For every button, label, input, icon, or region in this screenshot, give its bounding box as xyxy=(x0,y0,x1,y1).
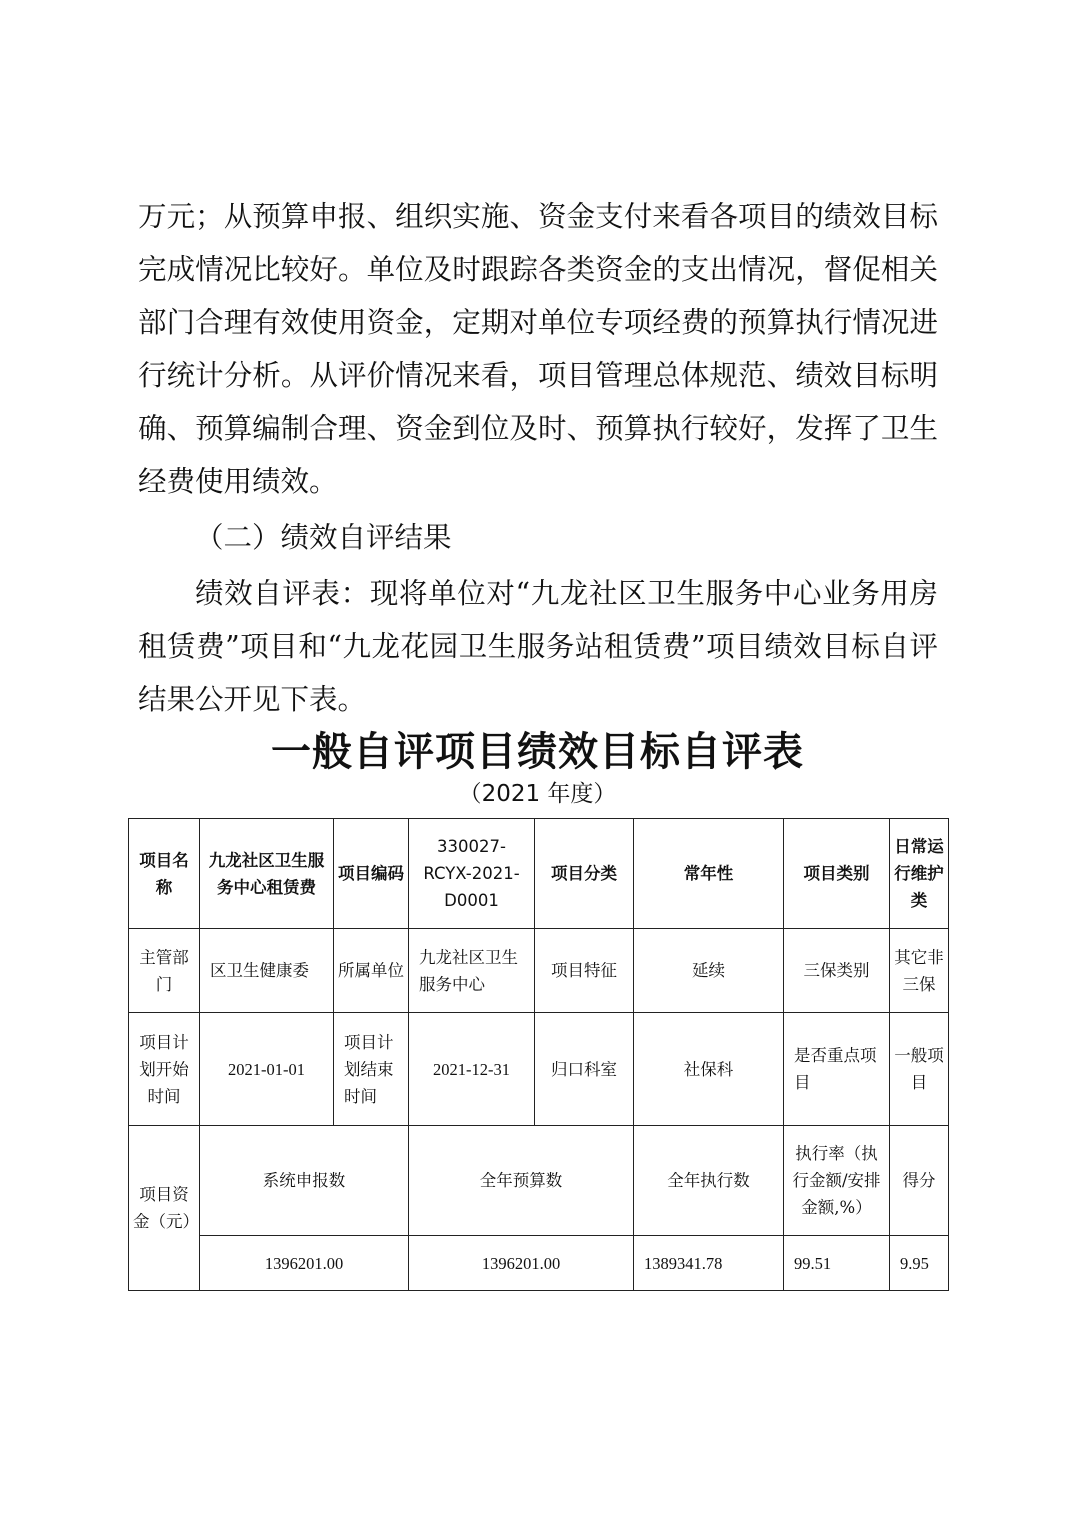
table-year: （2021 年度） xyxy=(458,781,617,807)
section-heading: （二）绩效自评结果 xyxy=(195,521,452,554)
label-start-time: 项目计划开始时间 xyxy=(129,1013,200,1126)
label-project-type: 项目类别 xyxy=(784,819,890,929)
project-code-value: 330027-RCYX-2021-D0001 xyxy=(409,819,535,929)
sanbao-value: 其它非三保 xyxy=(890,929,949,1013)
office-value: 社保科 xyxy=(634,1013,784,1126)
col-score: 得分 xyxy=(890,1126,949,1236)
label-end-time: 项目计划结束时间 xyxy=(334,1013,409,1126)
paragraph-self-evaluation: 绩效自评表：现将单位对“九龙社区卫生服务中心业务用房租赁费”项目和“九龙花园卫生服务站租赁费”项目绩效目标自评结果公开见下表。 xyxy=(138,577,938,716)
dept-value: 区卫生健康委 xyxy=(200,929,334,1013)
evaluation-table xyxy=(128,818,949,1291)
body-text-block-2 xyxy=(138,567,938,726)
table-row xyxy=(129,929,949,1013)
unit-value: 九龙社区卫生服务中心 xyxy=(409,929,535,1013)
paragraph-performance-summary: 万元；从预算申报、组织实施、资金支付来看各项目的绩效目标完成情况比较好。单位及时跟踪各类资金的支出情况，督促相关部门合理有效使用资金，定期对单位专项经费的预算执行情况进行统计分析。从评价情况来看，项目管理总体规范、绩效目标明确、预算编制合理、资金到位及时、预算执行较好，发挥了卫生经费使用绩效。 xyxy=(138,200,938,498)
label-key-project: 是否重点项目 xyxy=(784,1013,890,1126)
col-declared: 系统申报数 xyxy=(200,1126,409,1236)
label-office: 归口科室 xyxy=(535,1013,634,1126)
category-value: 常年性 xyxy=(634,819,784,929)
table-row xyxy=(129,1126,949,1236)
end-time-value: 2021-12-31 xyxy=(409,1013,535,1126)
col-budget: 全年预算数 xyxy=(409,1126,634,1236)
project-name-value: 九龙社区卫生服务中心租赁费 xyxy=(200,819,334,929)
table-title: 一般自评项目绩效目标自评表 xyxy=(271,729,804,775)
label-project-category: 项目分类 xyxy=(535,819,634,929)
declared-value: 1396201.00 xyxy=(200,1236,409,1291)
heading-block xyxy=(138,511,938,564)
col-executed: 全年执行数 xyxy=(634,1126,784,1236)
label-sanbao: 三保类别 xyxy=(784,929,890,1013)
rate-value: 99.51 xyxy=(784,1236,890,1291)
label-project-code: 项目编码 xyxy=(334,819,409,929)
table-row xyxy=(129,1236,949,1291)
table-row xyxy=(129,819,949,929)
score-value: 9.95 xyxy=(890,1236,949,1291)
key-project-value: 一般项目 xyxy=(890,1013,949,1126)
body-text-block xyxy=(138,190,938,508)
label-project-name: 项目名称 xyxy=(129,819,200,929)
label-competent-dept: 主管部门 xyxy=(129,929,200,1013)
table-row xyxy=(129,1013,949,1126)
label-project-funds: 项目资金（元） xyxy=(129,1126,200,1291)
type-value: 日常运行维护类 xyxy=(890,819,949,929)
feature-value: 延续 xyxy=(634,929,784,1013)
start-time-value: 2021-01-01 xyxy=(200,1013,334,1126)
executed-value: 1389341.78 xyxy=(634,1236,784,1291)
label-unit: 所属单位 xyxy=(334,929,409,1013)
col-execution-rate: 执行率（执行金额/安排金额,%） xyxy=(784,1126,890,1236)
budget-value: 1396201.00 xyxy=(409,1236,634,1291)
label-feature: 项目特征 xyxy=(535,929,634,1013)
